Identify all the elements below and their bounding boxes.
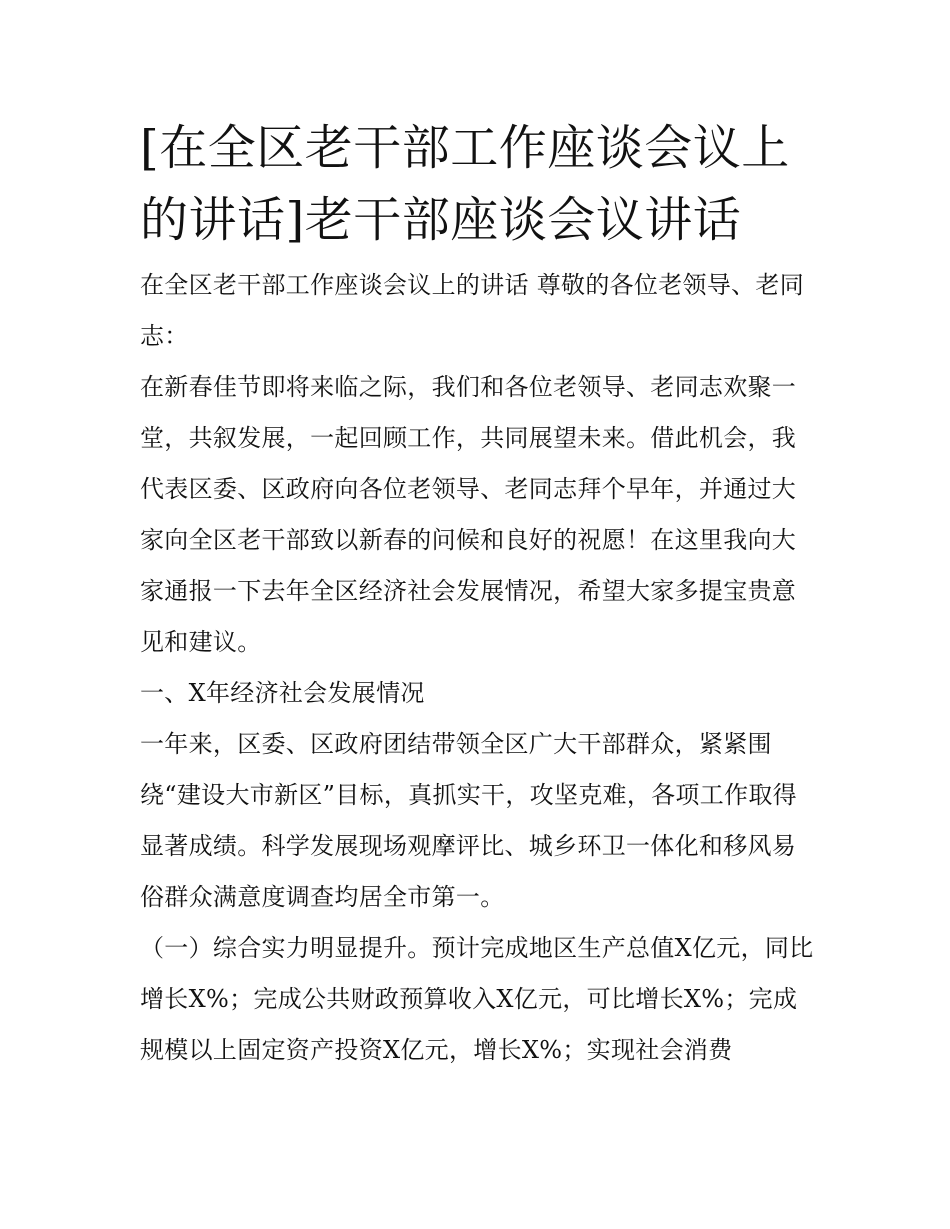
paragraph-summary: 一年来，区委、区政府团结带领全区广大干部群众，紧紧围绕“建设大市新区”目标，真抓实干，攻坚克难，各项工作取得显著成绩。科学发展现场观摩评比、城乡环卫一体化和移风易俗群众满意度调查均居全市第一。 xyxy=(140,730,797,911)
paragraph-greeting: 在全区老干部工作座谈会议上的讲话 尊敬的各位老领导、老同志： xyxy=(140,271,805,350)
document-body xyxy=(140,260,820,1076)
section-heading: 一、X年经济社会发展情况 xyxy=(140,679,425,707)
paragraph-economy: （一）综合实力明显提升。预计完成地区生产总值X亿元，同比增长X%；完成公共财政预算收入X亿元，可比增长X%；完成规模以上固定资产投资X亿元，增长X%；实现社会消费 xyxy=(140,934,814,1064)
document-title: [在全区老干部工作座谈会议上的讲话]老干部座谈会议讲话 xyxy=(140,120,790,248)
paragraph-opening: 在新春佳节即将来临之际，我们和各位老领导、老同志欢聚一堂，共叙发展，一起回顾工作，共同展望未来。借此机会，我代表区委、区政府向各位老领导、老同志拜个早年，并通过大家向全区老干部致以新春的问候和良好的祝愿！在这里我向大家通报一下去年全区经济社会发展情况，希望大家多提宝贵意见和建议。 xyxy=(140,373,797,656)
document-page xyxy=(140,112,820,1076)
